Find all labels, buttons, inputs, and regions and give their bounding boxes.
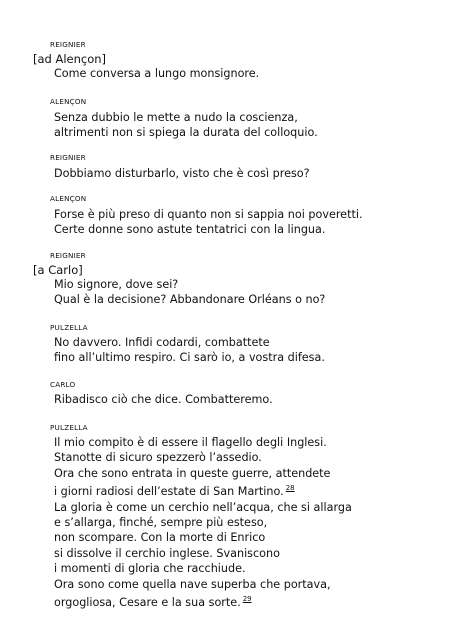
- verse-line: No davvero. Infidi codardi, combattete: [54, 336, 270, 349]
- verse-line: Senza dubbio le mette a nudo la coscienza,: [54, 111, 298, 124]
- verse-line: si dissolve il cerchio inglese. Svaniscono: [54, 546, 280, 560]
- verse-line: Qual è la decisione? Abbandonare Orléans o no?: [54, 293, 326, 307]
- speaker-label: PULZELLA: [50, 423, 88, 432]
- verse-line: [54, 592, 352, 610]
- speaker-label: ALENÇON: [50, 97, 87, 106]
- verse-line-text: orgogliosa, Cesare e la sua sorte.: [54, 596, 241, 610]
- verse-block: [54, 392, 273, 407]
- verse-block: [54, 435, 352, 610]
- verse-block: [54, 277, 325, 308]
- verse-line: altrimenti non si spiega la durata del colloquio.: [54, 126, 318, 140]
- verse-line: Certe donne sono astute tentatrici con la lingua.: [54, 223, 326, 237]
- verse-block: [54, 335, 325, 366]
- speaker-label: CARLO: [50, 380, 76, 389]
- verse-line: fino all’ultimo respiro. Ci sarò io, a vostra difesa.: [54, 351, 325, 365]
- verse-line: Ora sono come quella nave superba che portava,: [54, 577, 331, 591]
- verse-line: Forse è più preso di quanto non si sappia noi poveretti.: [54, 208, 363, 221]
- verse-line: e s’allarga, finché, sempre più esteso,: [54, 516, 268, 530]
- verse-line: Mio signore, dove sei?: [54, 278, 179, 291]
- speaker-label: ALENÇON: [50, 194, 87, 203]
- verse-block: [54, 207, 363, 238]
- verse-line: Ribadisco ciò che dice. Combatteremo.: [54, 393, 273, 406]
- verse-line: La gloria è come un cerchio nell’acqua, che si allarga: [54, 500, 352, 514]
- verse-block: [54, 66, 259, 81]
- verse-line: Stanotte di sicuro spezzerò l’assedio.: [54, 451, 262, 465]
- speaker-label: PULZELLA: [50, 323, 88, 332]
- verse-line: Il mio compito è di essere il flagello degli Inglesi.: [54, 436, 327, 449]
- verse-line: [54, 481, 352, 499]
- verse-block: [54, 110, 318, 141]
- stage-direction: [a Carlo]: [33, 263, 83, 277]
- verse-line: Dobbiamo disturbarlo, visto che è così preso?: [54, 167, 310, 180]
- verse-line: i momenti di gloria che racchiude.: [54, 562, 246, 576]
- verse-block: [54, 166, 310, 181]
- speaker-label: REIGNIER: [50, 251, 86, 260]
- speaker-label: REIGNIER: [50, 40, 86, 49]
- footnote-ref[interactable]: 29: [242, 595, 252, 604]
- speaker-label: REIGNIER: [50, 153, 86, 162]
- footnote-ref[interactable]: 28: [285, 484, 295, 493]
- verse-line-text: i giorni radiosi dell’estate di San Martino.: [54, 485, 284, 499]
- verse-line: non scompare. Con la morte di Enrico: [54, 531, 266, 545]
- verse-line: Come conversa a lungo monsignore.: [54, 67, 260, 80]
- stage-direction: [ad Alençon]: [33, 52, 107, 66]
- verse-line: Ora che sono entrata in queste guerre, attendete: [54, 466, 331, 480]
